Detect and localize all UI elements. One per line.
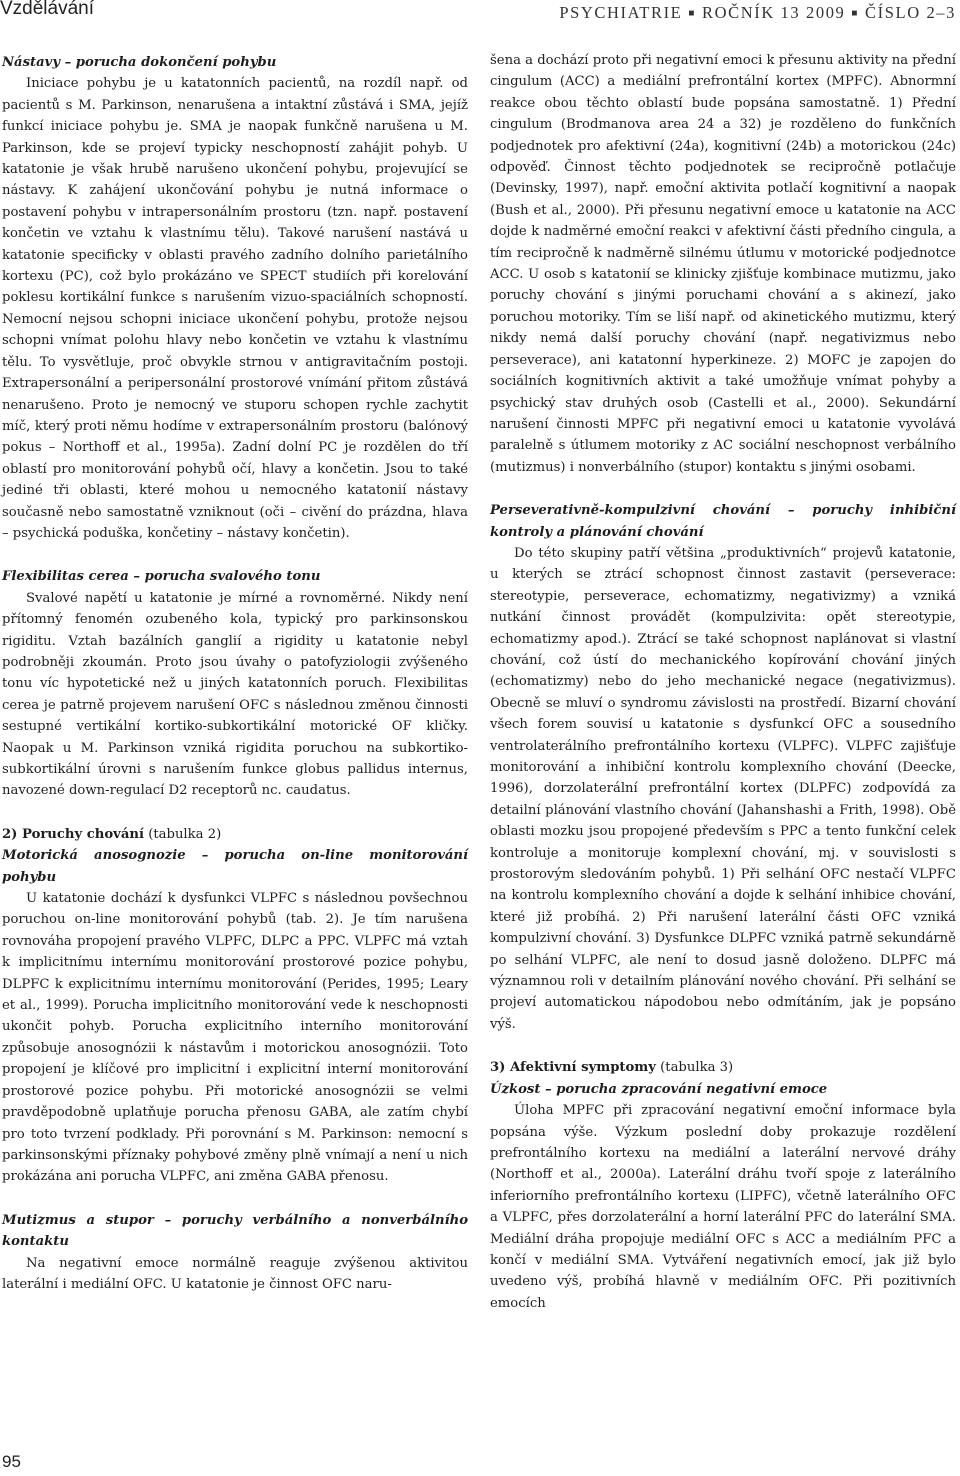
- paragraph: Do této skupiny patří většina „produktivních“ projevů katatonie, u kterých se ztrácí schopnost činnost zastavit (perseverace: stereotypie, perseverace, echomatizmy, negativizmy) a vzniká nutkání činnost provádět (kompulzivita: opět stereotypie, echomatizmy apod.). Ztrácí se také schopnost naplánovat si vlastní chování, což ústí do mechanického kopírování chování jiných (echomatizmy) nebo do jeho mechanické negace (negativizmus). Obecně se mluví o syndromu závislosti na prostředí. Bizarní chování všech forem souvisí u katatonie s dysfunkcí OFC a sousedního ventrolaterálního prefrontálního kortexu (VLPFC). VLPFC zajišťuje monitorování a inhibiční kontrolu komplexního chování (Deecke, 1996), dorzolaterální prefrontální kortex (DLPFC) zodpovídá za detailní plánování vlastního chování (Jahanshashi a Frith, 1998). Obě oblasti mozku jsou propojené především s PPC a tento funkční celek kontroluje a monitoruje komplexní chování, mj. v souvislosti s prostorovým sledováním pohybů. 1) Při selhání OFC nestačí VLPFC na kontrolu komplexního chování a dojde k selhání inhibice chování, které již probíhá. 2) Při narušení laterální části OFC vzniká kompulzivní chování. 3) Dysfunkce DLPFC vzniká patrně sekundárně po selhání VLPFC, ale není to dosud jasně doloženo. DLPFC má významnou roli v detailním plánování nového chování. Při selhání se projeví automatickou nápodobou nebo odmítáním, jak je popsáno výš.: [490, 545, 956, 1032]
- separator-square-icon: ■: [688, 8, 696, 19]
- section-heading-bold: 2) Poruchy chování: [2, 826, 144, 842]
- section-name: Vzdělávání: [0, 0, 95, 19]
- section-heading-note: (tabulka 3): [655, 1060, 734, 1076]
- subheading-anosognozie: Motorická anosognozie – porucha on-line monitorování pohybu: [2, 848, 468, 885]
- subheading-uzkost: Úzkost – porucha zpracování negativní emoce: [490, 1081, 828, 1097]
- subheading-mutizmus: Mutizmus a stupor – poruchy verbálního a nonverbálního kontaktu: [2, 1212, 468, 1250]
- subheading-flexibilitas: Flexibilitas cerea – porucha svalového tonu: [2, 569, 321, 585]
- separator-square-icon: ■: [851, 8, 860, 19]
- section-heading-behavior: [2, 824, 468, 845]
- journal-issue: ČÍSLO 2–3: [865, 3, 956, 22]
- section-heading-affective: [490, 1057, 956, 1078]
- section-heading-note: (tabulka 2): [144, 826, 222, 842]
- paragraph: šena a dochází proto při negativní emoci k přesunu aktivity na přední cingulum (ACC) a mediální prefrontální kortex (MPFC). Abnormní reakce obou těchto oblastí bude popsána samostatně. 1) Přední cingulum (Brodmanova area 24 a 32) je rozděleno do funkčních podjednotek pro afektivní (24a), kognitivní (24b) a motorickou (24c) odpověď. Činnost těchto podjednotek se recipročně potlačuje (Devinsky, 1997), např. emoční aktivita potlačí kognitivní a naopak (Bush et al., 2000). Při přesunu negativní emoce u katatonie na ACC dojde k nadměrné emoční reakci v afektivní části předního cingula, a tím recipročně k nadměrně silnému útlumu v motorické podjednotce ACC. U osob s katatonií se klinicky zjišťuje kombinace mutizmu, jako poruchy chování s jinými poruchami chování a s akinezí, jako poruchou motoriky. Tím se liší např. od akinetického mutizmu, který nikdy nemá další poruchy chování (např. negativizmus nebo perseverace), ani katatonní hyperkineze. 2) MOFC je zapojen do sociálních kognitivních aktivit a také umožňuje vnímat pohyby a psychický stav druhých osob (Castelli et al., 2000). Sekundární narušení činnosti MPFC při negativní emoci u katatonie vyvolává paralelně s útlumem motoriky z AC sociální neschopnost verbálního (mutizmus) i nonverbálního (stupor) kontaktu s jinými osobami.: [490, 53, 956, 475]
- paragraph: Iniciace pohybu je u katatonních pacientů, na rozdíl např. od pacientů s M. Parkinson, nenarušena a intaktní zůstává i SMA, jejíž funkcí iniciace pohybu je. SMA je naopak funkčně narušena u M. Parkinson, kde se projeví typicky neschopností zahájit pohyb. U katatonie je však hrubě narušeno ukončení pohybu, projevující se nástavy. K zahájení ukončování pohybu je nutná informace o postavení pohybu v intrapersonálním prostoru (tzn. např. postavení končetin ve vztahu k vlastnímu tělu). Takové narušení nastává u katatonie specificky v oblasti pravého zadního dolního parietálního kortexu (PC), což bylo prokázáno ve SPECT studiích při korelování poklesu kortikální funkce s narušením vizuo-spaciálních schopností. Nemocní nejsou schopni iniciace ukončení pohybu, protože nejsou schopni vnímat polohu hlavy nebo končetin ve vztahu k vlastnímu tělu. To vysvětluje, proč obvykle strnou v antigravitačním postoji. Extrapersonální a peripersonální prostorové vnímání přitom zůstává nenarušeno. Proto je nemocný ve stuporu schopen rychle zachytit míč, který proti němu hodíme v extrapersonálním prostoru (balónový pokus – Northoff et al., 1995a). Zadní dolní PC je rozdělen do tří oblastí pro monitorování pohybů očí, hlavy a končetin. Jsou to také jediné tři oblasti, které mohou u nemocného katatonií nástavy současně nebo samostatně vzniknout (oči – civění do prázdna, hlava – psychická poduška, končetiny – nástavy končetin).: [2, 76, 468, 541]
- paragraph: Svalové napětí u katatonie je mírné a rovnoměrné. Nikdy není přítomný fenomén ozubeného kola, typický pro parkinsonskou rigiditu. Vztah bazálních ganglií a rigidity u katatonie nebyl podrobněji zkoumán. Proto jsou úvahy o patofyziologii zvýšeného tonu víc hypotetické než u jiných katatonních poruch. Flexibilitas cerea je patrně projevem narušení OFC s následnou změnou činnosti sestupné vertikální kortiko-subkortikální motorické OF kličky. Naopak u M. Parkinson vzniká rigidita poruchou na subkortiko-subkortikální úrovni s narušením funkce globus pallidus internus, navozené down-regulací D2 receptorů nc. caudatus.: [2, 590, 468, 799]
- section-heading-bold: 3) Afektivní symptomy: [490, 1060, 656, 1076]
- journal-info: [559, 3, 956, 23]
- journal-volume: ROČNÍK 13: [701, 3, 801, 22]
- paragraph: Úloha MPFC při zpracování negativní emoční informace byla popsána výše. Výzkum poslední doby prokazuje rozdělení prefrontálního kortexu na mediální a laterální nervové dráhy (Northoff et al., 2000a). Laterální dráhu tvoří spoje z laterálního inferiorního prefrontálního kortexu (LIPFC), včetně laterálního OFC a VLPFC, přes dorzolaterální a horní laterální PFC do laterální SMA. Mediální dráha propojuje mediální OFC s ACC a mediálním PFC a končí v mediální SMA. Vytváření negativních emocí, jak již bylo uvedeno výš, probíhá hlavně v mediálním OFC. Při pozitivních emocích: [490, 1103, 956, 1311]
- page-number: 95: [2, 1452, 21, 1471]
- journal-year: 2009: [806, 3, 846, 22]
- left-column: [2, 52, 468, 1295]
- subheading-perseverativni: Perseverativně-kompulzivní chování – poruchy inhibiční kontroly a plánování chování: [490, 503, 956, 540]
- paragraph: U katatonie dochází k dysfunkci VLPFC s následnou povšechnou poruchou on-line monitorování pohybů (tab. 2). Je tím narušena rovnováha propojení pravého VLPFC, DLPC a PPC. VLPFC má vztah k implicitnímu internímu monitorování prostorové pozice pohybu, DLPFC k explicitnímu internímu monitorování (Perides, 1995; Leary et al., 1999). Porucha implicitního monitorování vede k neschopnosti ukončit pohyb. Porucha explicitního interního monitorování způsobuje anosognózii k nástavům i motorickou anosognózii. Toto propojení je klíčové pro implicitní i explicitní interní monitorování prostorové pozice pohybu. Při motorické anosognózii se velmi pravděpodobně uplatňuje porucha přenosu GABA, ale zatím chybí pro toto tvrzení podklady. Při porovnání s M. Parkinson: nemocní s parkinsonskými příznaky pohybové změny plně vnímají a není u nich prokázána ani porucha VLPFC, ani změna GABA přenosu.: [2, 891, 468, 1185]
- paragraph: Na negativní emoce normálně reaguje zvýšenou aktivitou laterální i mediální OFC. U katatonie je činnost OFC naru-: [2, 1255, 468, 1292]
- page-header: [0, 0, 960, 22]
- right-column: [490, 50, 956, 1314]
- journal-name: PSYCHIATRIE: [559, 3, 683, 22]
- subheading-nastavy: Nástavy – porucha dokončení pohybu: [2, 55, 277, 70]
